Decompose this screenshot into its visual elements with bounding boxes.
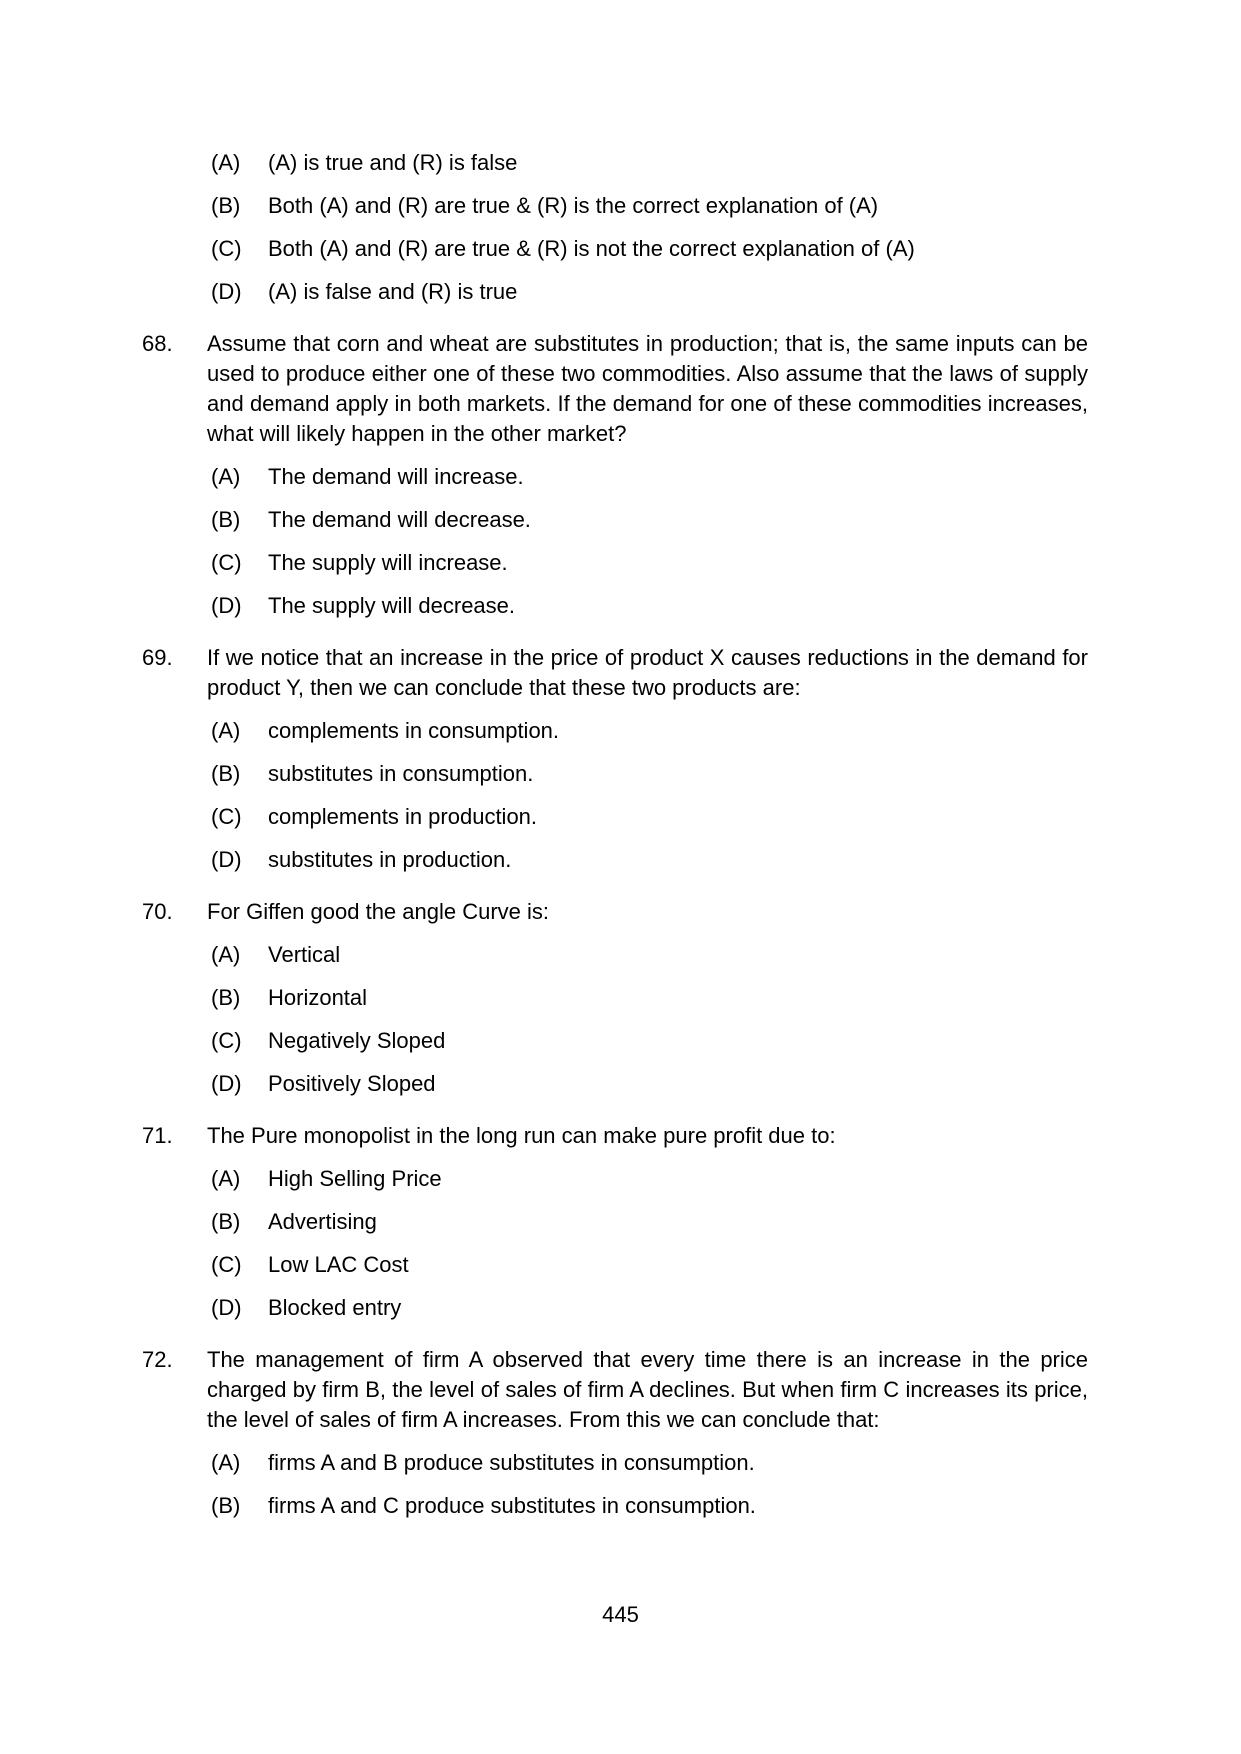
option-row	[211, 148, 1088, 178]
option-label: (A)	[211, 942, 241, 967]
question-70	[142, 897, 1088, 1099]
option-label: (A)	[211, 718, 241, 743]
option-row	[211, 940, 1088, 970]
option-row	[211, 1293, 1088, 1323]
option-text: firms A and B produce substitutes in consumption.	[268, 1450, 755, 1475]
option-label: (C)	[211, 1252, 242, 1277]
option-text: The demand will increase.	[268, 464, 524, 489]
option-row	[211, 1069, 1088, 1099]
option-row	[211, 462, 1088, 492]
option-row	[211, 716, 1088, 746]
option-label: (A)	[211, 150, 241, 175]
option-text: The demand will decrease.	[268, 507, 531, 532]
option-text: High Selling Price	[268, 1166, 442, 1191]
options-list	[207, 940, 1088, 1099]
option-label: (A)	[211, 1450, 241, 1475]
option-row	[211, 277, 1088, 307]
question-body	[207, 1345, 1088, 1521]
option-label: (B)	[211, 193, 241, 218]
option-row	[211, 983, 1088, 1013]
option-label: (B)	[211, 761, 241, 786]
question-68	[142, 329, 1088, 621]
option-text: The supply will increase.	[268, 550, 508, 575]
question-body	[207, 897, 1088, 1099]
options-list	[207, 1164, 1088, 1323]
option-label: (D)	[211, 279, 242, 304]
option-text: complements in consumption.	[268, 718, 560, 743]
question-number: 69.	[142, 645, 173, 670]
options-list	[207, 462, 1088, 621]
option-text: The supply will decrease.	[268, 593, 516, 618]
option-text: Advertising	[268, 1209, 377, 1234]
option-text: (A) is true and (R) is false	[268, 150, 518, 175]
question-text: The management of firm A observed that every time there is an increase in the price charged by firm B, the level of sales of firm A declines. But when firm C increases its price, the level of sales of firm A increases. From this we can conclude that:	[207, 1347, 1088, 1432]
options-list	[207, 1448, 1088, 1521]
question-body	[207, 329, 1088, 621]
option-label: (A)	[211, 1166, 241, 1191]
question-text: Assume that corn and wheat are substitutes in production; that is, the same inputs can be used to produce either one of these two commodities. Also assume that the laws of supply and demand apply in both markets. If the demand for one of these commodities increases, what will likely happen in the other market?	[207, 331, 1088, 446]
option-row	[211, 1250, 1088, 1280]
option-text: substitutes in consumption.	[268, 761, 534, 786]
option-row	[211, 548, 1088, 578]
option-text: (A) is false and (R) is true	[268, 279, 518, 304]
option-text: complements in production.	[268, 804, 538, 829]
options-list	[207, 148, 1088, 307]
question-text: The Pure monopolist in the long run can make pure profit due to:	[207, 1123, 836, 1148]
option-row	[211, 505, 1088, 535]
option-label: (C)	[211, 236, 242, 261]
option-label: (D)	[211, 1295, 242, 1320]
question-number: 68.	[142, 331, 173, 356]
option-label: (C)	[211, 1028, 242, 1053]
option-label: (C)	[211, 550, 242, 575]
option-label: (D)	[211, 1071, 242, 1096]
options-list	[207, 716, 1088, 875]
option-row	[211, 1207, 1088, 1237]
option-row	[211, 1491, 1088, 1521]
option-text: Vertical	[268, 942, 341, 967]
leading-options-block	[142, 148, 1088, 307]
question-body	[207, 643, 1088, 875]
option-text: Horizontal	[268, 985, 368, 1010]
option-text: Negatively Sloped	[268, 1028, 446, 1053]
question-72	[142, 1345, 1088, 1521]
question-body	[207, 1121, 1088, 1323]
option-text: Both (A) and (R) are true & (R) is the correct explanation of (A)	[268, 193, 879, 218]
option-text: Low LAC Cost	[268, 1252, 409, 1277]
option-label: (B)	[211, 1493, 241, 1518]
option-text: substitutes in production.	[268, 847, 512, 872]
option-row	[211, 591, 1088, 621]
option-text: Positively Sloped	[268, 1071, 436, 1096]
option-row	[211, 191, 1088, 221]
option-row	[211, 802, 1088, 832]
option-row	[211, 1164, 1088, 1194]
page-content	[142, 148, 1088, 1521]
question-number: 71.	[142, 1123, 173, 1148]
option-text: Both (A) and (R) are true & (R) is not the correct explanation of (A)	[268, 236, 915, 261]
option-row	[211, 845, 1088, 875]
question-text: If we notice that an increase in the price of product X causes reductions in the demand for product Y, then we can conclude that these two products are:	[207, 645, 1088, 700]
question-69	[142, 643, 1088, 875]
question-number: 70.	[142, 899, 173, 924]
option-row	[211, 1448, 1088, 1478]
page-number: 445	[602, 1602, 639, 1627]
option-row	[211, 759, 1088, 789]
option-label: (D)	[211, 593, 242, 618]
option-row	[211, 1026, 1088, 1056]
question-body	[207, 148, 1088, 307]
option-label: (A)	[211, 464, 241, 489]
question-text: For Giffen good the angle Curve is:	[207, 899, 550, 924]
option-text: firms A and C produce substitutes in consumption.	[268, 1493, 756, 1518]
question-number: 72.	[142, 1347, 173, 1372]
option-label: (B)	[211, 985, 241, 1010]
option-label: (B)	[211, 1209, 241, 1234]
option-label: (D)	[211, 847, 242, 872]
question-71	[142, 1121, 1088, 1323]
option-text: Blocked entry	[268, 1295, 402, 1320]
option-row	[211, 234, 1088, 264]
option-label: (C)	[211, 804, 242, 829]
option-label: (B)	[211, 507, 241, 532]
